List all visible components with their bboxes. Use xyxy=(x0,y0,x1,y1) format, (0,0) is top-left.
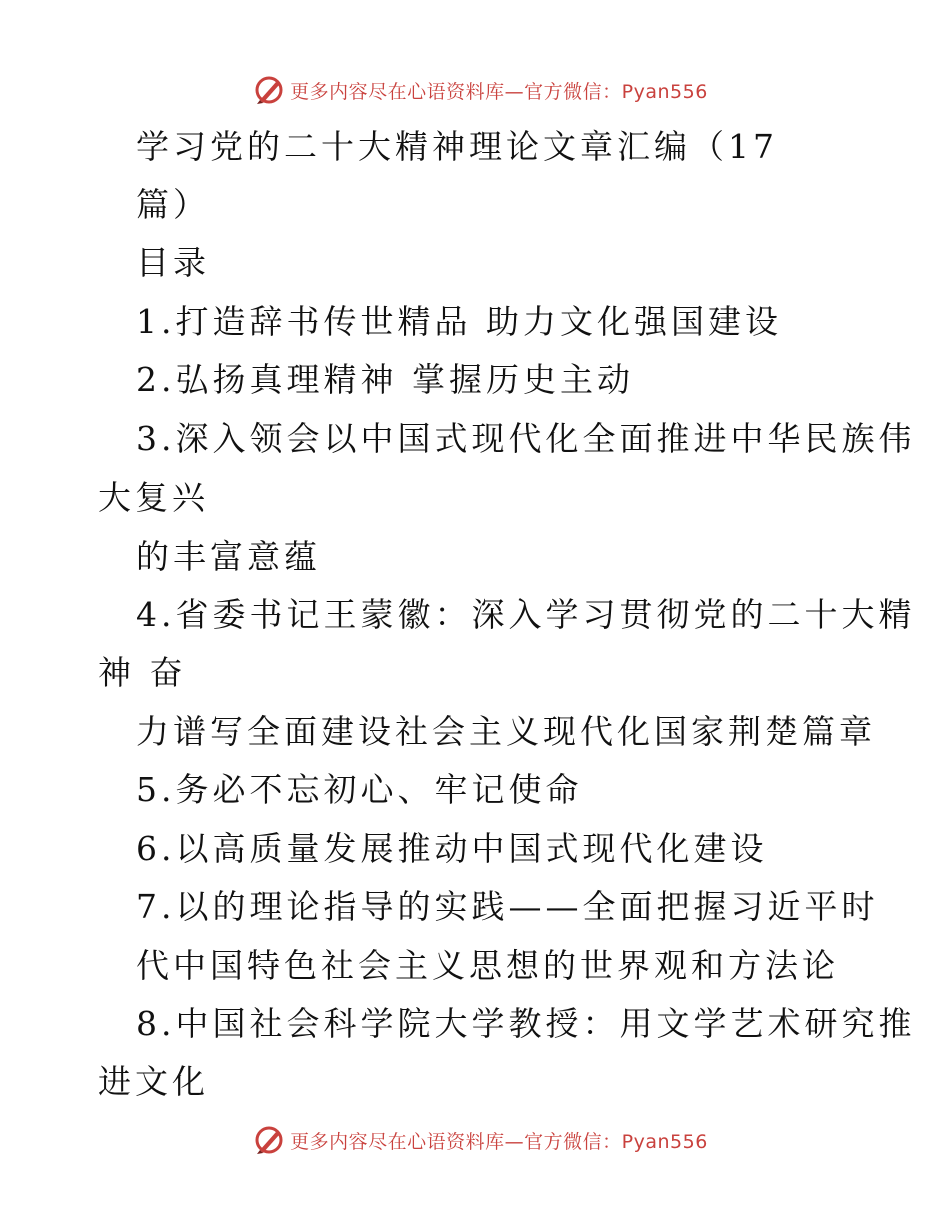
toc-item-4-line-1: 4.省委书记王蒙徽：深入学习贯彻党的二十大精 xyxy=(136,595,916,634)
pen-logo-icon xyxy=(252,1123,286,1157)
footer-banner-text: 更多内容尽在心语资料库—官方微信：Pyan556 xyxy=(290,1130,708,1153)
toc-item-1: 1.打造辞书传世精品 助力文化强国建设 xyxy=(136,302,782,341)
toc-item-5: 5.务必不忘初心、牢记使命 xyxy=(136,770,583,809)
toc-item-3-line-3: 的丰富意蕴 xyxy=(136,537,321,576)
toc-item-8-line-1: 8.中国社会科学院大学教授：用文学艺术研究推 xyxy=(136,1004,916,1043)
toc-item-2: 2.弘扬真理精神 掌握历史主动 xyxy=(136,360,634,399)
toc-heading: 目录 xyxy=(136,243,210,282)
toc-item-4-line-3: 力谱写全面建设社会主义现代化国家荆楚篇章 xyxy=(136,712,876,751)
toc-item-3-line-1: 3.深入领会以中国式现代化全面推进中华民族伟 xyxy=(136,419,916,458)
toc-item-7-line-2: 代中国特色社会主义思想的世界观和方法论 xyxy=(136,946,839,985)
toc-item-3-line-2: 大复兴 xyxy=(98,478,209,517)
toc-item-8-line-2: 进文化 xyxy=(98,1062,209,1101)
header-banner-text: 更多内容尽在心语资料库—官方微信：Pyan556 xyxy=(290,80,708,103)
document-title-line-2: 篇） xyxy=(136,185,210,224)
document-title-line-1: 学习党的二十大精神理论文章汇编（17 xyxy=(136,127,778,166)
footer-banner xyxy=(0,1120,950,1160)
toc-item-7-line-1: 7.以的理论指导的实践——全面把握习近平时 xyxy=(136,887,879,926)
header-banner xyxy=(0,70,950,110)
toc-item-4-line-2: 神 奋 xyxy=(98,653,187,692)
toc-item-6: 6.以高质量发展推动中国式现代化建设 xyxy=(136,829,768,868)
pen-logo-icon xyxy=(252,73,286,107)
